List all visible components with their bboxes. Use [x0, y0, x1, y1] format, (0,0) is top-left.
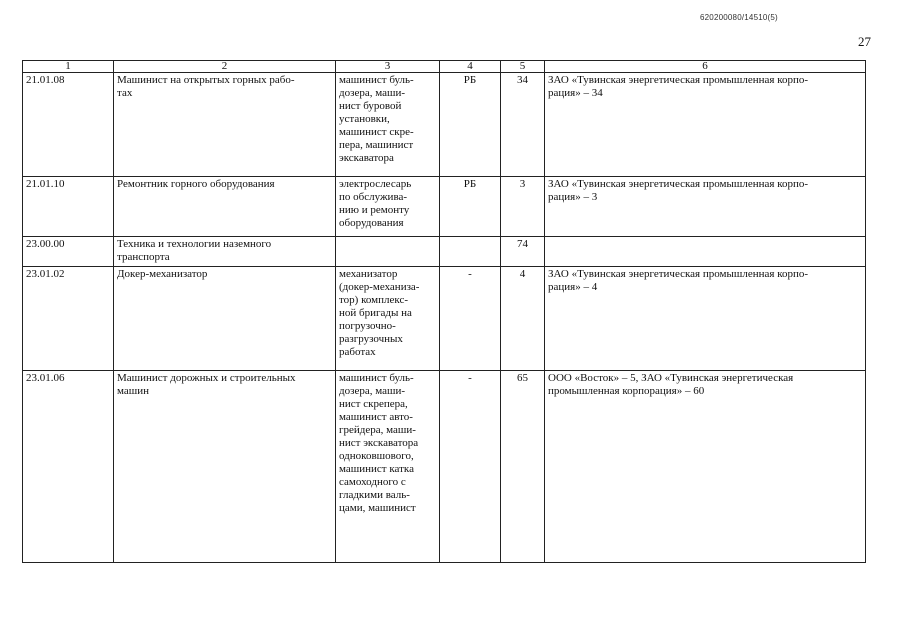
student-count: 3	[501, 177, 545, 237]
funding-source: -	[440, 267, 501, 371]
qualification: механизатор (докер-механиза- тор) комплекс- ной бригады на погрузочно- разгрузочных работах	[336, 267, 440, 371]
profession-code: 23.01.06	[23, 371, 114, 563]
profession-code: 23.01.02	[23, 267, 114, 371]
employers: ЗАО «Тувинская энергетическая промышленная корпо- рация» – 4	[545, 267, 866, 371]
profession-name: Машинист на открытых горных рабо- тах	[114, 73, 336, 177]
qualification: электрослесарь по обслужива- нию и ремонту оборудования	[336, 177, 440, 237]
funding-source: РБ	[440, 177, 501, 237]
column-number-1: 1	[23, 61, 114, 73]
employers	[545, 237, 866, 267]
qualification: машинист буль- дозера, маши- нист буровой установки, машинист скре- пера, машинист экскаватора	[336, 73, 440, 177]
student-count: 34	[501, 73, 545, 177]
table-row	[23, 267, 866, 371]
profession-name: Ремонтник горного оборудования	[114, 177, 336, 237]
employers: ЗАО «Тувинская энергетическая промышленная корпо- рация» – 34	[545, 73, 866, 177]
employers: ЗАО «Тувинская энергетическая промышленная корпо- рация» – 3	[545, 177, 866, 237]
employers: ООО «Восток» – 5, ЗАО «Тувинская энергетическая промышленная корпорация» – 60	[545, 371, 866, 563]
table-row	[23, 73, 866, 177]
funding-source: РБ	[440, 73, 501, 177]
section-count: 74	[501, 237, 545, 267]
profession-code: 21.01.10	[23, 177, 114, 237]
column-number-3: 3	[336, 61, 440, 73]
qualification	[336, 237, 440, 267]
funding-source	[440, 237, 501, 267]
profession-code: 21.01.08	[23, 73, 114, 177]
page-number: 27	[858, 34, 871, 49]
section-row	[23, 237, 866, 267]
student-count: 4	[501, 267, 545, 371]
profession-name: Докер-механизатор	[114, 267, 336, 371]
column-number-4: 4	[440, 61, 501, 73]
section-name: Техника и технологии наземного транспорта	[114, 237, 336, 267]
column-number-5: 5	[501, 61, 545, 73]
column-number-6: 6	[545, 61, 866, 73]
table-row	[23, 177, 866, 237]
column-number-2: 2	[114, 61, 336, 73]
funding-source: -	[440, 371, 501, 563]
student-count: 65	[501, 371, 545, 563]
section-code: 23.00.00	[23, 237, 114, 267]
document-id: 620200080/14510(5)	[700, 13, 778, 22]
table-row	[23, 371, 866, 563]
training-plan-table	[22, 60, 866, 563]
qualification: машинист буль- дозера, маши- нист скрепера, машинист авто- грейдера, маши- нист экскаватора одноковшового, машинист катка самоходного с гладкими валь- цами, машинист	[336, 371, 440, 563]
column-number-row	[23, 61, 866, 73]
profession-name: Машинист дорожных и строительных машин	[114, 371, 336, 563]
